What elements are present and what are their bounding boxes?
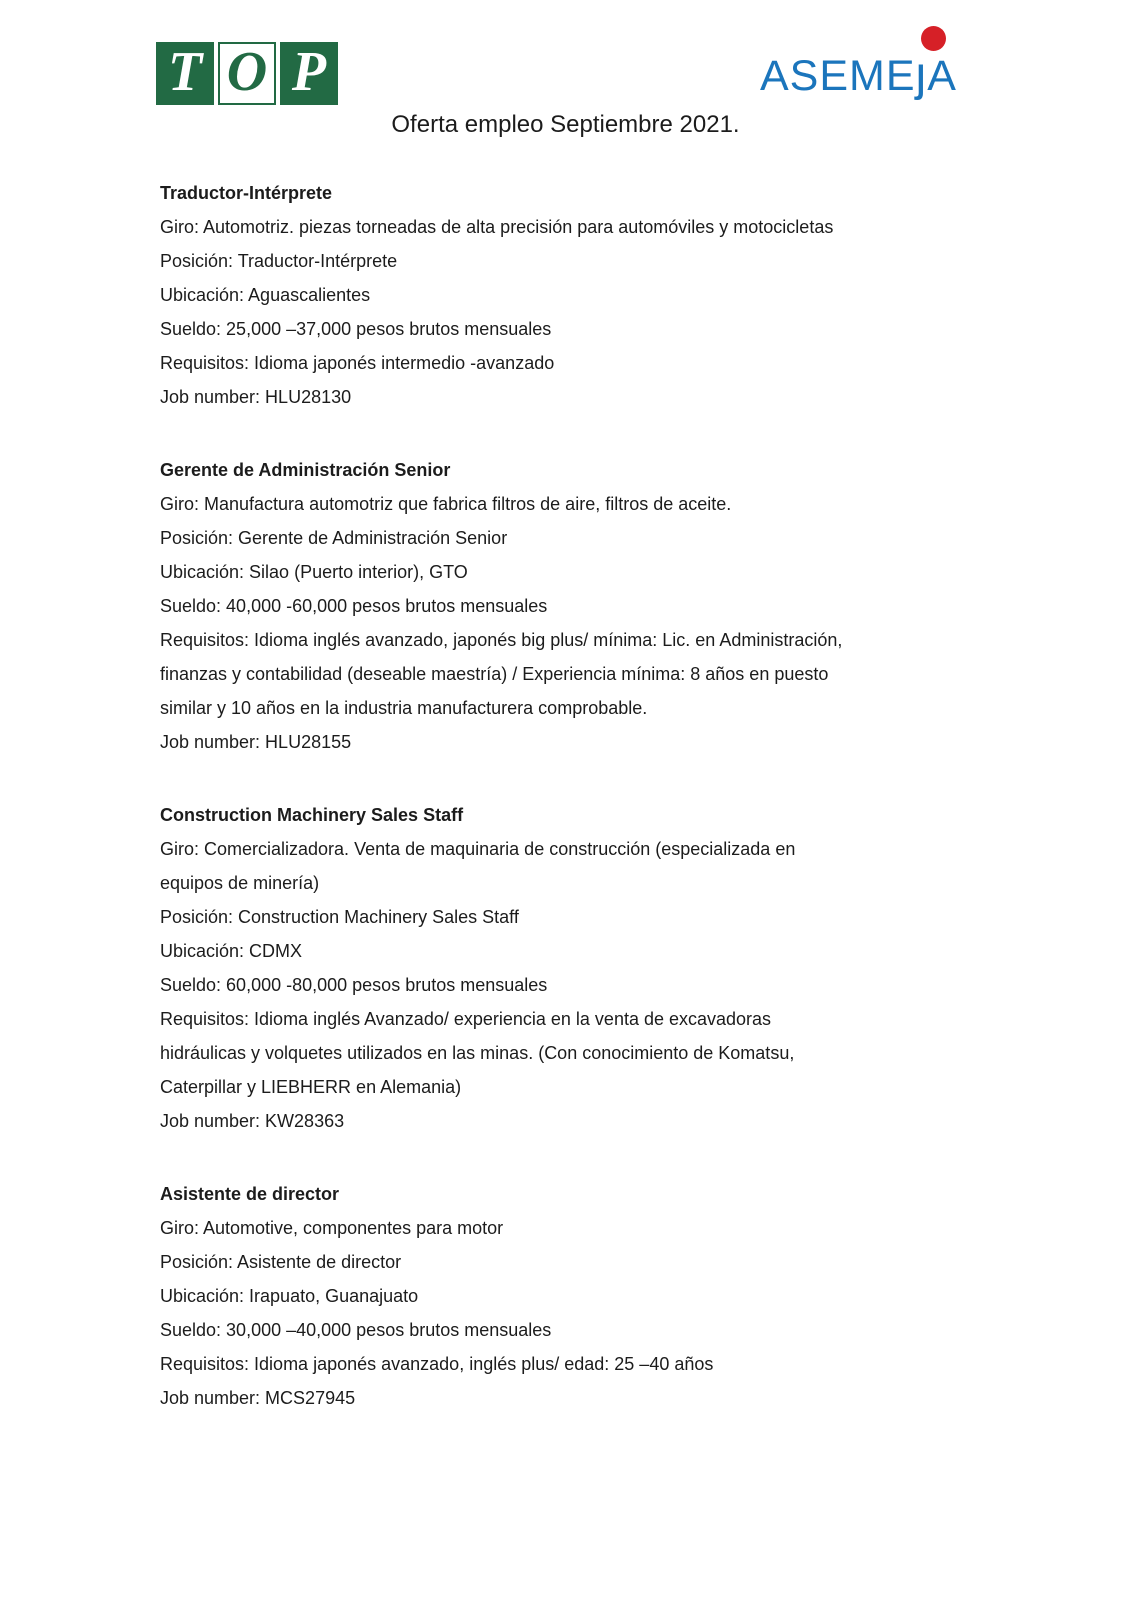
job-detail-line: equipos de minería) — [160, 873, 320, 893]
top-logo-box-o — [218, 42, 276, 105]
job-detail-line: similar y 10 años en la industria manufacturera comprobable. — [160, 698, 648, 718]
asemeja-j — [915, 47, 928, 101]
job-listing — [160, 176, 1020, 414]
job-detail-line: Requisitos: Idioma japonés intermedio -avanzado — [160, 353, 555, 373]
job-detail-line: Giro: Manufactura automotriz que fabrica filtros de aire, filtros de aceite. — [160, 494, 732, 514]
job-listing — [160, 1177, 1020, 1415]
job-detail-line: Ubicación: Irapuato, Guanajuato — [160, 1286, 419, 1306]
top-logo-box-t — [156, 42, 214, 105]
asemeja-red-dot-icon — [921, 26, 946, 51]
top-logo-letter-t: T — [167, 40, 203, 103]
job-title: Traductor-Intérprete — [160, 183, 333, 203]
job-list — [160, 176, 1020, 1415]
job-title: Construction Machinery Sales Staff — [160, 805, 464, 825]
asemeja-j-glyph: ȷ — [915, 47, 928, 101]
job-detail-line: Requisitos: Idioma inglés avanzado, japonés big plus/ mínima: Lic. en Administración, — [160, 630, 843, 650]
job-detail-line: hidráulicas y volquetes utilizados en las minas. (Con conocimiento de Komatsu, — [160, 1043, 795, 1063]
job-listing — [160, 798, 1020, 1138]
job-title: Asistente de director — [160, 1184, 340, 1204]
job-detail-line: Ubicación: Aguascalientes — [160, 285, 371, 305]
job-detail-line: Posición: Asistente de director — [160, 1252, 402, 1272]
job-detail-line: Job number: MCS27945 — [160, 1388, 356, 1408]
job-detail-line: Posición: Construction Machinery Sales Staff — [160, 907, 519, 927]
job-detail-line: Requisitos: Idioma inglés Avanzado/ experiencia en la venta de excavadoras — [160, 1009, 772, 1029]
job-detail-line: Requisitos: Idioma japonés avanzado, inglés plus/ edad: 25 –40 años — [160, 1354, 714, 1374]
job-detail-line: Giro: Automotive, componentes para motor — [160, 1218, 504, 1238]
job-detail-line: Job number: HLU28155 — [160, 732, 352, 752]
job-detail-line: Job number: HLU28130 — [160, 387, 352, 407]
job-listing — [160, 453, 1020, 759]
top-logo-box-p — [280, 42, 338, 105]
job-detail-line: Sueldo: 25,000 –37,000 pesos brutos mensuales — [160, 319, 552, 339]
job-detail-line: Caterpillar y LIEBHERR en Alemania) — [160, 1077, 462, 1097]
job-detail-line: Ubicación: CDMX — [160, 941, 303, 961]
top-logo-letter-p: P — [291, 40, 327, 103]
job-detail-line: Sueldo: 30,000 –40,000 pesos brutos mensuales — [160, 1320, 552, 1340]
job-detail-line: Giro: Comercializadora. Venta de maquinaria de construcción (especializada en — [160, 839, 796, 859]
job-detail-line: Posición: Traductor-Intérprete — [160, 251, 398, 271]
job-detail-line: finanzas y contabilidad (deseable maestría) / Experiencia mínima: 8 años en puesto — [160, 664, 829, 684]
job-detail-line: Job number: KW28363 — [160, 1111, 345, 1131]
asemeja-logo — [760, 47, 957, 101]
job-detail-line: Sueldo: 40,000 -60,000 pesos brutos mensuales — [160, 596, 548, 616]
top-logo — [156, 42, 338, 105]
asemeja-text-right: A — [927, 52, 957, 100]
job-detail-line: Giro: Automotriz. piezas torneadas de alta precisión para automóviles y motocicletas — [160, 217, 834, 237]
top-logo-letter-o: O — [226, 40, 268, 103]
asemeja-text-left: ASEME — [760, 52, 916, 100]
job-detail-line: Posición: Gerente de Administración Senior — [160, 528, 508, 548]
job-title: Gerente de Administración Senior — [160, 460, 451, 480]
job-detail-line: Ubicación: Silao (Puerto interior), GTO — [160, 562, 468, 582]
document-title: Oferta empleo Septiembre 2021. — [391, 111, 740, 138]
job-detail-line: Sueldo: 60,000 -80,000 pesos brutos mensuales — [160, 975, 548, 995]
